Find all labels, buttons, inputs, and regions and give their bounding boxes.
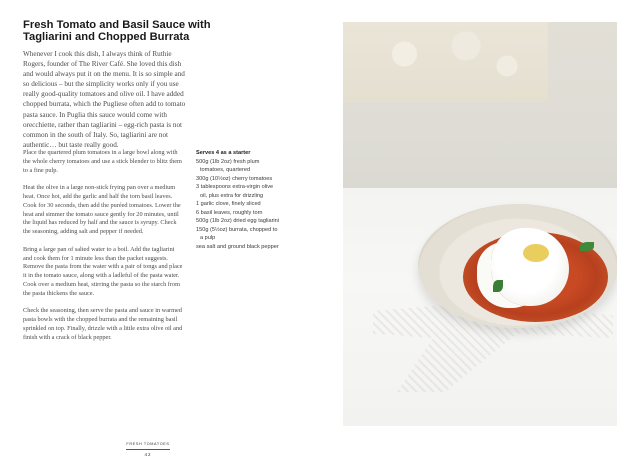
photo-olive-oil — [523, 244, 549, 262]
photo-basil-leaf — [580, 242, 594, 251]
footer-divider — [126, 449, 170, 450]
recipe-title: Fresh Tomato and Basil Sauce with Tagliarini and Chopped Burrata — [23, 19, 211, 43]
method-step: Heat the olive in a large non-stick frying pan over a medium heat. Once hot, add the garlic and half the torn basil leaves. Cook for 30 seconds, then add the puréed tomatoes. Lower the heat and simmer the tomato sauce gently for 20 minutes, until the liquid has reduced by half and the sauce is syrupy. Check the seasoning, adding salt and pepper if needed. — [23, 184, 181, 236]
ingredient-item: 6 basil leaves, roughly torn — [196, 209, 263, 216]
ingredient-item: 500g (1lb 2oz) dried egg tagliarini — [196, 218, 280, 224]
method-step: Place the quartered plum tomatoes in a large bowl along with the whole cherry tomatoes and use a stick blender to blitz them to a fine pulp. — [23, 149, 182, 174]
method-steps — [23, 149, 183, 351]
photo-hanging-lace — [343, 22, 548, 102]
page-number: 42 — [144, 452, 152, 457]
photo-basil-leaf — [493, 280, 503, 292]
method-step: Check the seasoning, then serve the pasta and sauce in warmed pasta bowls with the chopped burrata and the remaining basil sprinkled on top. Finally, drizzle with a little extra olive oil and finish with a crack of black pepper. — [23, 307, 183, 341]
photo-burrata — [491, 228, 569, 306]
dish-photo — [343, 22, 617, 426]
ingredients-list — [196, 149, 281, 251]
ingredient-item: 3 tablespoons extra-virgin olive oil, plus extra for drizzling — [196, 184, 274, 199]
recipe-intro: Whenever I cook this dish, I always think of Ruthie Rogers, founder of The River Café. She loved this dish and would always put it on the menu. It is so simple and so delicious – but the simplicity works only if you use really good-quality tomatoes and olive oil. I have added chopped burrata, which the Pugliese often add to tomato pasta sauce. In Puglia this sauce would come with orecchiette, rather than tagliarini – egg-rich pasta is not common in the south of Italy. So, tagliarini are not authentic… but taste really good. — [23, 50, 186, 149]
ingredient-item: sea salt and ground black pepper — [196, 243, 279, 250]
section-name: FRESH TOMATOES — [126, 442, 170, 446]
method-step: Bring a large pan of salted water to a boil. Add the tagliarini and cook them for 1 minute less than the packet suggests. Remove the pasta from the water with a pair of tongs and place it in the tomato sauce, along with a ladleful of the pasta water. Cook over a medium heat, stirring the pasta so the starch from the pasta thickens the sauce. — [23, 245, 183, 297]
serves-label: Serves 4 as a starter — [196, 150, 251, 156]
page-footer — [126, 442, 170, 457]
ingredient-item: 150g (5½oz) burrata, chopped to a pulp — [196, 226, 278, 241]
ingredient-item: 500g (1lb 2oz) fresh plum tomatoes, quartered — [196, 158, 260, 173]
ingredient-item: 1 garlic clove, finely sliced — [196, 201, 261, 207]
ingredient-item: 300g (10½oz) cherry tomatoes — [196, 175, 273, 182]
